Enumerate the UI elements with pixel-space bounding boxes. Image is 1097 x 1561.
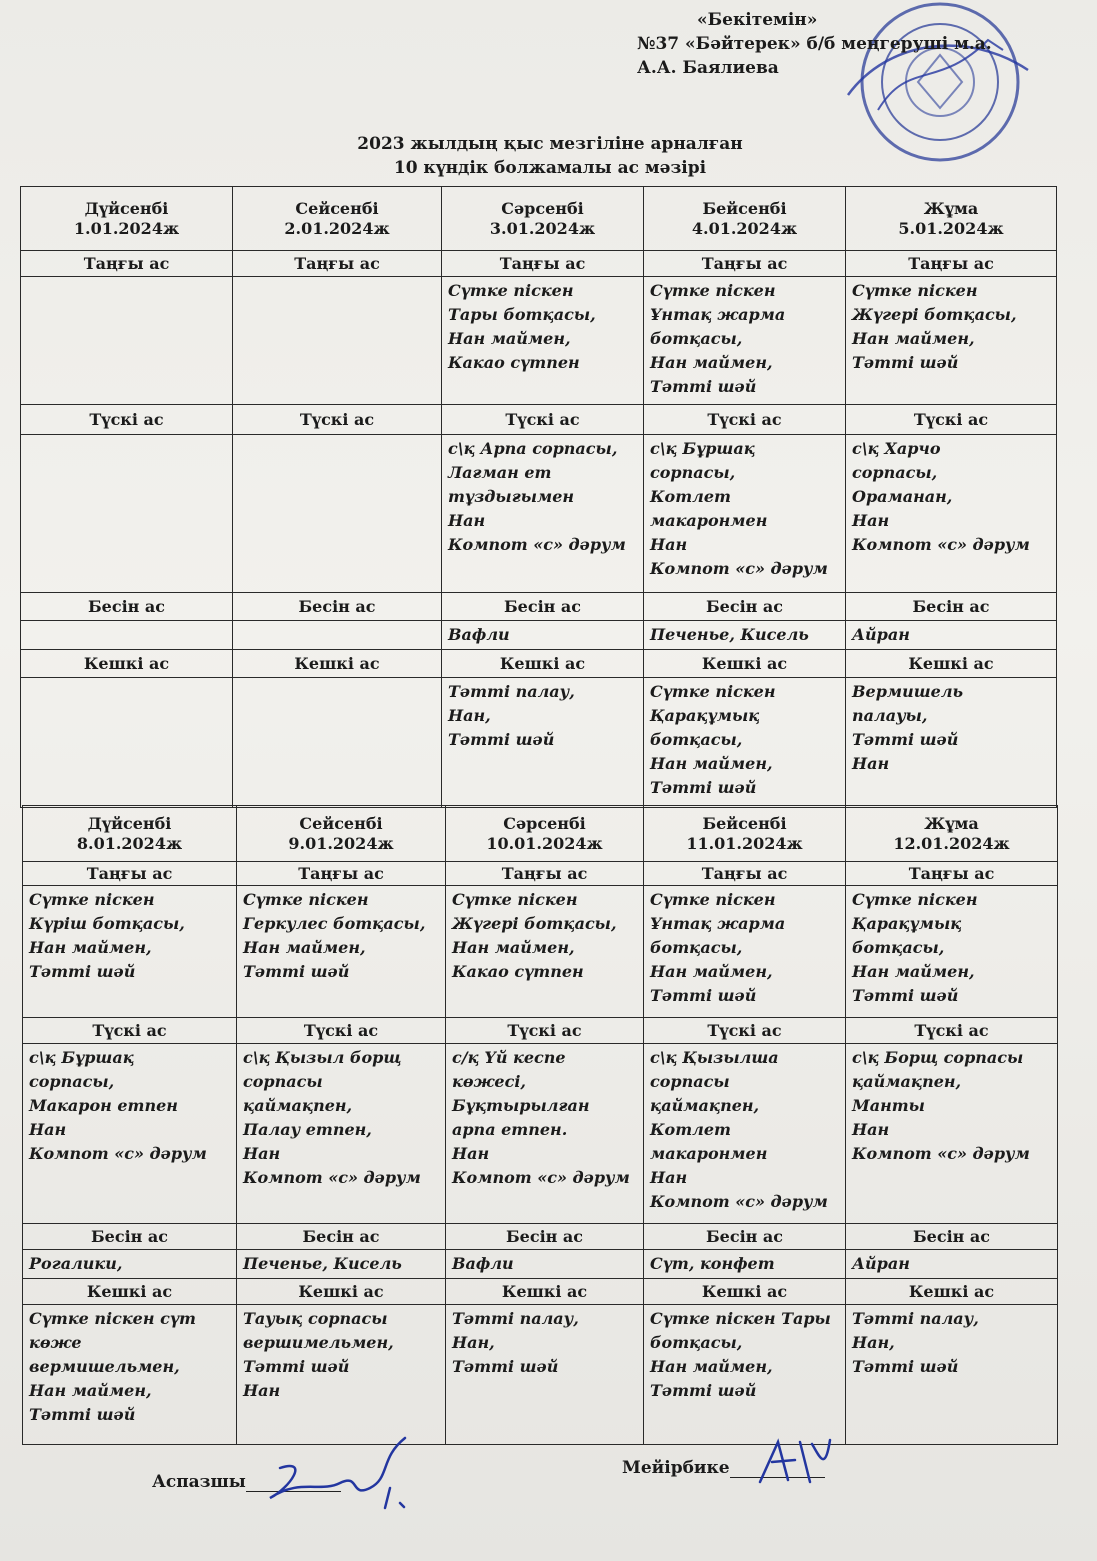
approval-block [637, 8, 1057, 80]
nurse-signature [750, 1432, 840, 1492]
day-header: Сәрсенбі 10.01.2024ж [446, 806, 644, 862]
menu-cell: Вермишель палауы, Тәтті шәй Нан [846, 678, 1057, 808]
meal-label-row [23, 1279, 1058, 1305]
menu-table-week1 [20, 186, 1057, 808]
nurse-label: Мейірбике [622, 1458, 730, 1478]
menu-title [250, 132, 850, 180]
meal-items-row [23, 1044, 1058, 1224]
meal-label: Таңғы ас [846, 862, 1058, 886]
day-header: Сәрсенбі 3.01.2024ж [442, 187, 644, 251]
meal-label-row [21, 251, 1057, 277]
meal-items-row [21, 435, 1057, 593]
meal-label: Түскі ас [442, 405, 644, 435]
approval-position: №37 «Бәйтерек» б/б меңгерушi м.а. [637, 34, 992, 54]
day-header: Бейсенбі 4.01.2024ж [644, 187, 846, 251]
meal-label: Таңғы ас [644, 251, 846, 277]
menu-cell: Сүтке піскен Жүгері ботқасы, Нан маймен, Какао сүтпен [446, 886, 644, 1018]
menu-cell: Печенье, Кисель [237, 1250, 446, 1279]
meal-label: Кешкі ас [442, 650, 644, 678]
meal-label: Түскі ас [237, 1018, 446, 1044]
meal-label: Бесін ас [233, 593, 442, 621]
day-header: Дүйсенбі 8.01.2024ж [23, 806, 237, 862]
meal-label-row [23, 1224, 1058, 1250]
menu-cell: с\қ Қызыл борщ сорпасы қаймақпен, Палау етпен, Нан Компот «с» дәрум [237, 1044, 446, 1224]
cook-signature [250, 1428, 420, 1528]
day-header: Сейсенбі 2.01.2024ж [233, 187, 442, 251]
meal-label: Түскі ас [644, 405, 846, 435]
cook-label: Аспазшы [152, 1472, 246, 1492]
meal-label: Түскі ас [21, 405, 233, 435]
menu-cell: с\қ Қызылша сорпасы қаймақпен, Котлет макаронмен Нан Компот «с» дәрум [644, 1044, 846, 1224]
menu-cell: Печенье, Кисель [644, 621, 846, 650]
menu-cell [233, 435, 442, 593]
menu-cell: с\қ Борщ сорпасы қаймақпен, Манты Нан Компот «с» дәрум [846, 1044, 1058, 1224]
meal-label: Таңғы ас [644, 862, 846, 886]
meal-label: Кешкі ас [23, 1279, 237, 1305]
meal-label: Бесін ас [23, 1224, 237, 1250]
menu-cell: с\қ Бұршақ сорпасы, Макарон етпен Нан Компот «с» дәрум [23, 1044, 237, 1224]
meal-items-row [21, 621, 1057, 650]
meal-label: Түскі ас [233, 405, 442, 435]
day-header: Жұма 5.01.2024ж [846, 187, 1057, 251]
menu-cell: Сүтке піскен Геркулес ботқасы, Нан маймен, Тәтті шәй [237, 886, 446, 1018]
menu-cell: Тауық сорпасы вершимельмен, Тәтті шәй Нан [237, 1305, 446, 1445]
meal-label: Кешкі ас [846, 650, 1057, 678]
meal-label: Түскі ас [446, 1018, 644, 1044]
menu-cell [233, 621, 442, 650]
meal-label: Таңғы ас [446, 862, 644, 886]
meal-label: Кешкі ас [644, 1279, 846, 1305]
meal-label-row [23, 1018, 1058, 1044]
menu-cell [21, 621, 233, 650]
meal-label: Бесін ас [21, 593, 233, 621]
approval-name: А.А. Баялиева [637, 58, 779, 78]
meal-label: Таңғы ас [846, 251, 1057, 277]
meal-label: Кешкі ас [233, 650, 442, 678]
meal-label: Бесін ас [644, 1224, 846, 1250]
meal-label: Кешкі ас [846, 1279, 1058, 1305]
menu-cell [21, 435, 233, 593]
meal-label: Таңғы ас [21, 251, 233, 277]
menu-cell: Айран [846, 1250, 1058, 1279]
menu-cell: Сүтке піскен Қарақұмық ботқасы, Нан маймен, Тәтті шәй [644, 678, 846, 808]
meal-label: Кешкі ас [237, 1279, 446, 1305]
meal-label: Бесін ас [846, 593, 1057, 621]
meal-label-row [21, 405, 1057, 435]
menu-cell: Вафли [446, 1250, 644, 1279]
menu-cell: Рогалики, [23, 1250, 237, 1279]
meal-label-row [21, 593, 1057, 621]
meal-items-row [21, 277, 1057, 405]
menu-cell: Вафли [442, 621, 644, 650]
meal-items-row [21, 678, 1057, 808]
day-header: Жұма 12.01.2024ж [846, 806, 1058, 862]
day-header: Дүйсенбі 1.01.2024ж [21, 187, 233, 251]
menu-cell [233, 277, 442, 405]
meal-label-row [23, 862, 1058, 886]
meal-items-row [23, 886, 1058, 1018]
meal-label: Бесін ас [237, 1224, 446, 1250]
meal-label: Кешкі ас [446, 1279, 644, 1305]
menu-cell: с\қ Арпа сорпасы, Лағман ет тұздығымен Нан Компот «с» дәрум [442, 435, 644, 593]
day-header: Сейсенбі 9.01.2024ж [237, 806, 446, 862]
menu-cell: Тәтті палау, Нан, Тәтті шәй [442, 678, 644, 808]
meal-label: Түскі ас [846, 405, 1057, 435]
meal-label-row [21, 650, 1057, 678]
meal-label: Түскі ас [846, 1018, 1058, 1044]
menu-cell: с\қ Харчо сорпасы, Ораманан, Нан Компот «с» дәрум [846, 435, 1057, 593]
meal-label: Кешкі ас [21, 650, 233, 678]
menu-cell: Айран [846, 621, 1057, 650]
meal-label: Түскі ас [23, 1018, 237, 1044]
menu-cell: Сүтке піскен Күріш ботқасы, Нан маймен, Тәтті шәй [23, 886, 237, 1018]
meal-items-row [23, 1250, 1058, 1279]
menu-cell: Тәтті палау, Нан, Тәтті шәй [446, 1305, 644, 1445]
meal-label: Бесін ас [846, 1224, 1058, 1250]
menu-cell: Сүт, конфет [644, 1250, 846, 1279]
meal-label: Таңғы ас [237, 862, 446, 886]
menu-cell: с/қ Үй кеспе көжесі, Бұқтырылған арпа етпен. Нан Компот «с» дәрум [446, 1044, 644, 1224]
menu-cell: Сүтке піскен Тары ботқасы, Нан маймен, Тәтті шәй [644, 1305, 846, 1445]
meal-label: Бесін ас [442, 593, 644, 621]
meal-label: Таңғы ас [23, 862, 237, 886]
day-header: Бейсенбі 11.01.2024ж [644, 806, 846, 862]
meal-label: Таңғы ас [233, 251, 442, 277]
menu-cell: Тәтті палау, Нан, Тәтті шәй [846, 1305, 1058, 1445]
meal-label: Бесін ас [446, 1224, 644, 1250]
menu-cell [21, 678, 233, 808]
days-header-row [21, 187, 1057, 251]
menu-cell: Сүтке піскен сүт көже вермишельмен, Нан маймен, Тәтті шәй [23, 1305, 237, 1445]
meal-items-row [23, 1305, 1058, 1445]
menu-cell: Сүтке піскен Тары ботқасы, Нан маймен, Какао сүтпен [442, 277, 644, 405]
menu-cell: Сүтке піскен Жүгері ботқасы, Нан маймен, Тәтті шәй [846, 277, 1057, 405]
days-header-row [23, 806, 1058, 862]
menu-title-line2: 10 күндік болжамалы ас мәзірі [393, 158, 707, 178]
approval-title: «Бекітемін» [697, 10, 818, 30]
menu-cell: Сүтке піскен Қарақұмық ботқасы, Нан маймен, Тәтті шәй [846, 886, 1058, 1018]
menu-cell [233, 678, 442, 808]
meal-label: Түскі ас [644, 1018, 846, 1044]
meal-label: Кешкі ас [644, 650, 846, 678]
meal-label: Таңғы ас [442, 251, 644, 277]
menu-table-week2 [22, 805, 1058, 1445]
menu-cell: Сүтке піскен Ұнтақ жарма ботқасы, Нан маймен, Тәтті шәй [644, 886, 846, 1018]
menu-title-line1: 2023 жылдың қыс мезгіліне арналған [357, 134, 743, 154]
menu-cell: с\қ Бұршақ сорпасы, Котлет макаронмен Нан Компот «с» дәрум [644, 435, 846, 593]
menu-cell [21, 277, 233, 405]
menu-cell: Сүтке піскен Ұнтақ жарма ботқасы, Нан маймен, Тәтті шәй [644, 277, 846, 405]
meal-label: Бесін ас [644, 593, 846, 621]
